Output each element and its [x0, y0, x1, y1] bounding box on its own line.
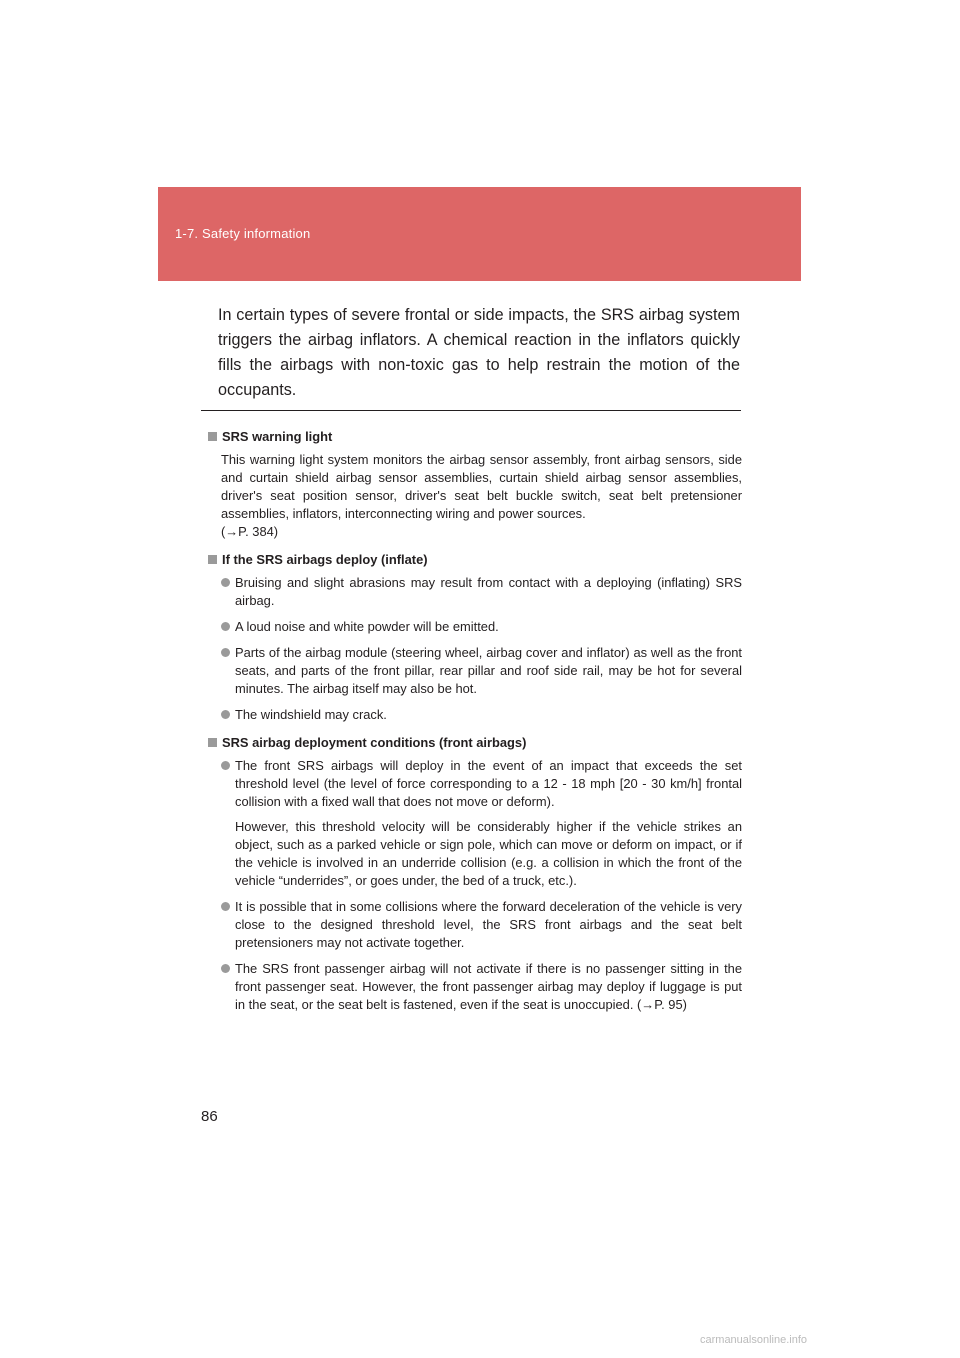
round-bullet-icon	[221, 710, 230, 719]
divider-rule	[201, 410, 741, 411]
list-item-text: The SRS front passenger airbag will not activate if there is no passenger sitting in the front passenger seat. However, the front passenger airbag may deploy if luggage is put in the seat, or the seat belt is fastened, even if the seat is unoccupied. (→P. 95)	[235, 961, 742, 1012]
list-item	[221, 706, 742, 724]
heading-text: SRS warning light	[222, 429, 333, 444]
list-item	[221, 898, 742, 952]
square-bullet-icon	[208, 432, 217, 441]
round-bullet-icon	[221, 964, 230, 973]
list-item-text: A loud noise and white powder will be emitted.	[235, 619, 499, 634]
warning-light-text: This warning light system monitors the airbag sensor assembly, front airbag sensors, side and curtain shield airbag sensor assemblies, curtain shield airbag sensor assemblies, driver's seat position sensor, driver's seat belt buckle switch, seat belt pretensioner assemblies, inflators, interconnecting wiring and power sources.	[221, 452, 742, 521]
round-bullet-icon	[221, 902, 230, 911]
square-bullet-icon	[208, 555, 217, 564]
list-item	[221, 644, 742, 698]
heading-text: SRS airbag deployment conditions (front airbags)	[222, 735, 527, 750]
round-bullet-icon	[221, 622, 230, 631]
list-item	[221, 618, 742, 636]
content-body	[208, 428, 742, 1022]
heading-srs-warning-light	[208, 428, 742, 446]
round-bullet-icon	[221, 578, 230, 587]
page-reference-link[interactable]: (→P. 384)	[221, 524, 279, 539]
heading-airbags-deploy	[208, 551, 742, 569]
list-item-text: Bruising and slight abrasions may result from contact with a deploying (inflating) SRS airbag.	[235, 575, 742, 608]
list-item-text: Parts of the airbag module (steering wheel, airbag cover and inflator) as well as the front seats, and parts of the front pillar, rear pillar and roof side rail, may be hot for several minutes. The airbag itself may also be hot.	[235, 645, 742, 696]
list-item-text: The front SRS airbags will deploy in the event of an impact that exceeds the set threshold level (the level of force corresponding to a 12 - 18 mph [20 - 30 km/h] frontal collision with a fixed wall that does not move or deform).	[235, 758, 742, 809]
watermark-text: carmanualsonline.info	[700, 1334, 808, 1346]
warning-light-body	[221, 451, 742, 541]
round-bullet-icon	[221, 648, 230, 657]
heading-deployment-conditions	[208, 734, 742, 752]
list-item	[221, 757, 742, 890]
square-bullet-icon	[208, 738, 217, 747]
list-item-text: It is possible that in some collisions where the forward deceleration of the vehicle is very close to the designed threshold level, the SRS front airbags and the seat belt pretensioners may not activate together.	[235, 899, 742, 950]
list-item	[221, 960, 742, 1014]
page-number: 86	[201, 1108, 218, 1125]
list-item	[221, 574, 742, 610]
list-item-text: The windshield may crack.	[235, 707, 387, 722]
round-bullet-icon	[221, 761, 230, 770]
intro-paragraph: In certain types of severe frontal or side impacts, the SRS airbag system triggers the airbag inflators. A chemical reaction in the inflators quickly fills the airbags with non-toxic gas to help restrain the motion of the occupants.	[218, 306, 740, 399]
list-item-subtext: However, this threshold velocity will be considerably higher if the vehicle strikes an object, such as a parked vehicle or sign pole, which can move or deform on impact, or if the vehicle is involved in an underride collision (e.g. a collision in which the front of the vehicle “underrides”, or goes under, the bed of a truck, etc.).	[235, 819, 742, 888]
heading-text: If the SRS airbags deploy (inflate)	[222, 552, 428, 567]
section-label: 1-7. Safety information	[175, 226, 311, 241]
